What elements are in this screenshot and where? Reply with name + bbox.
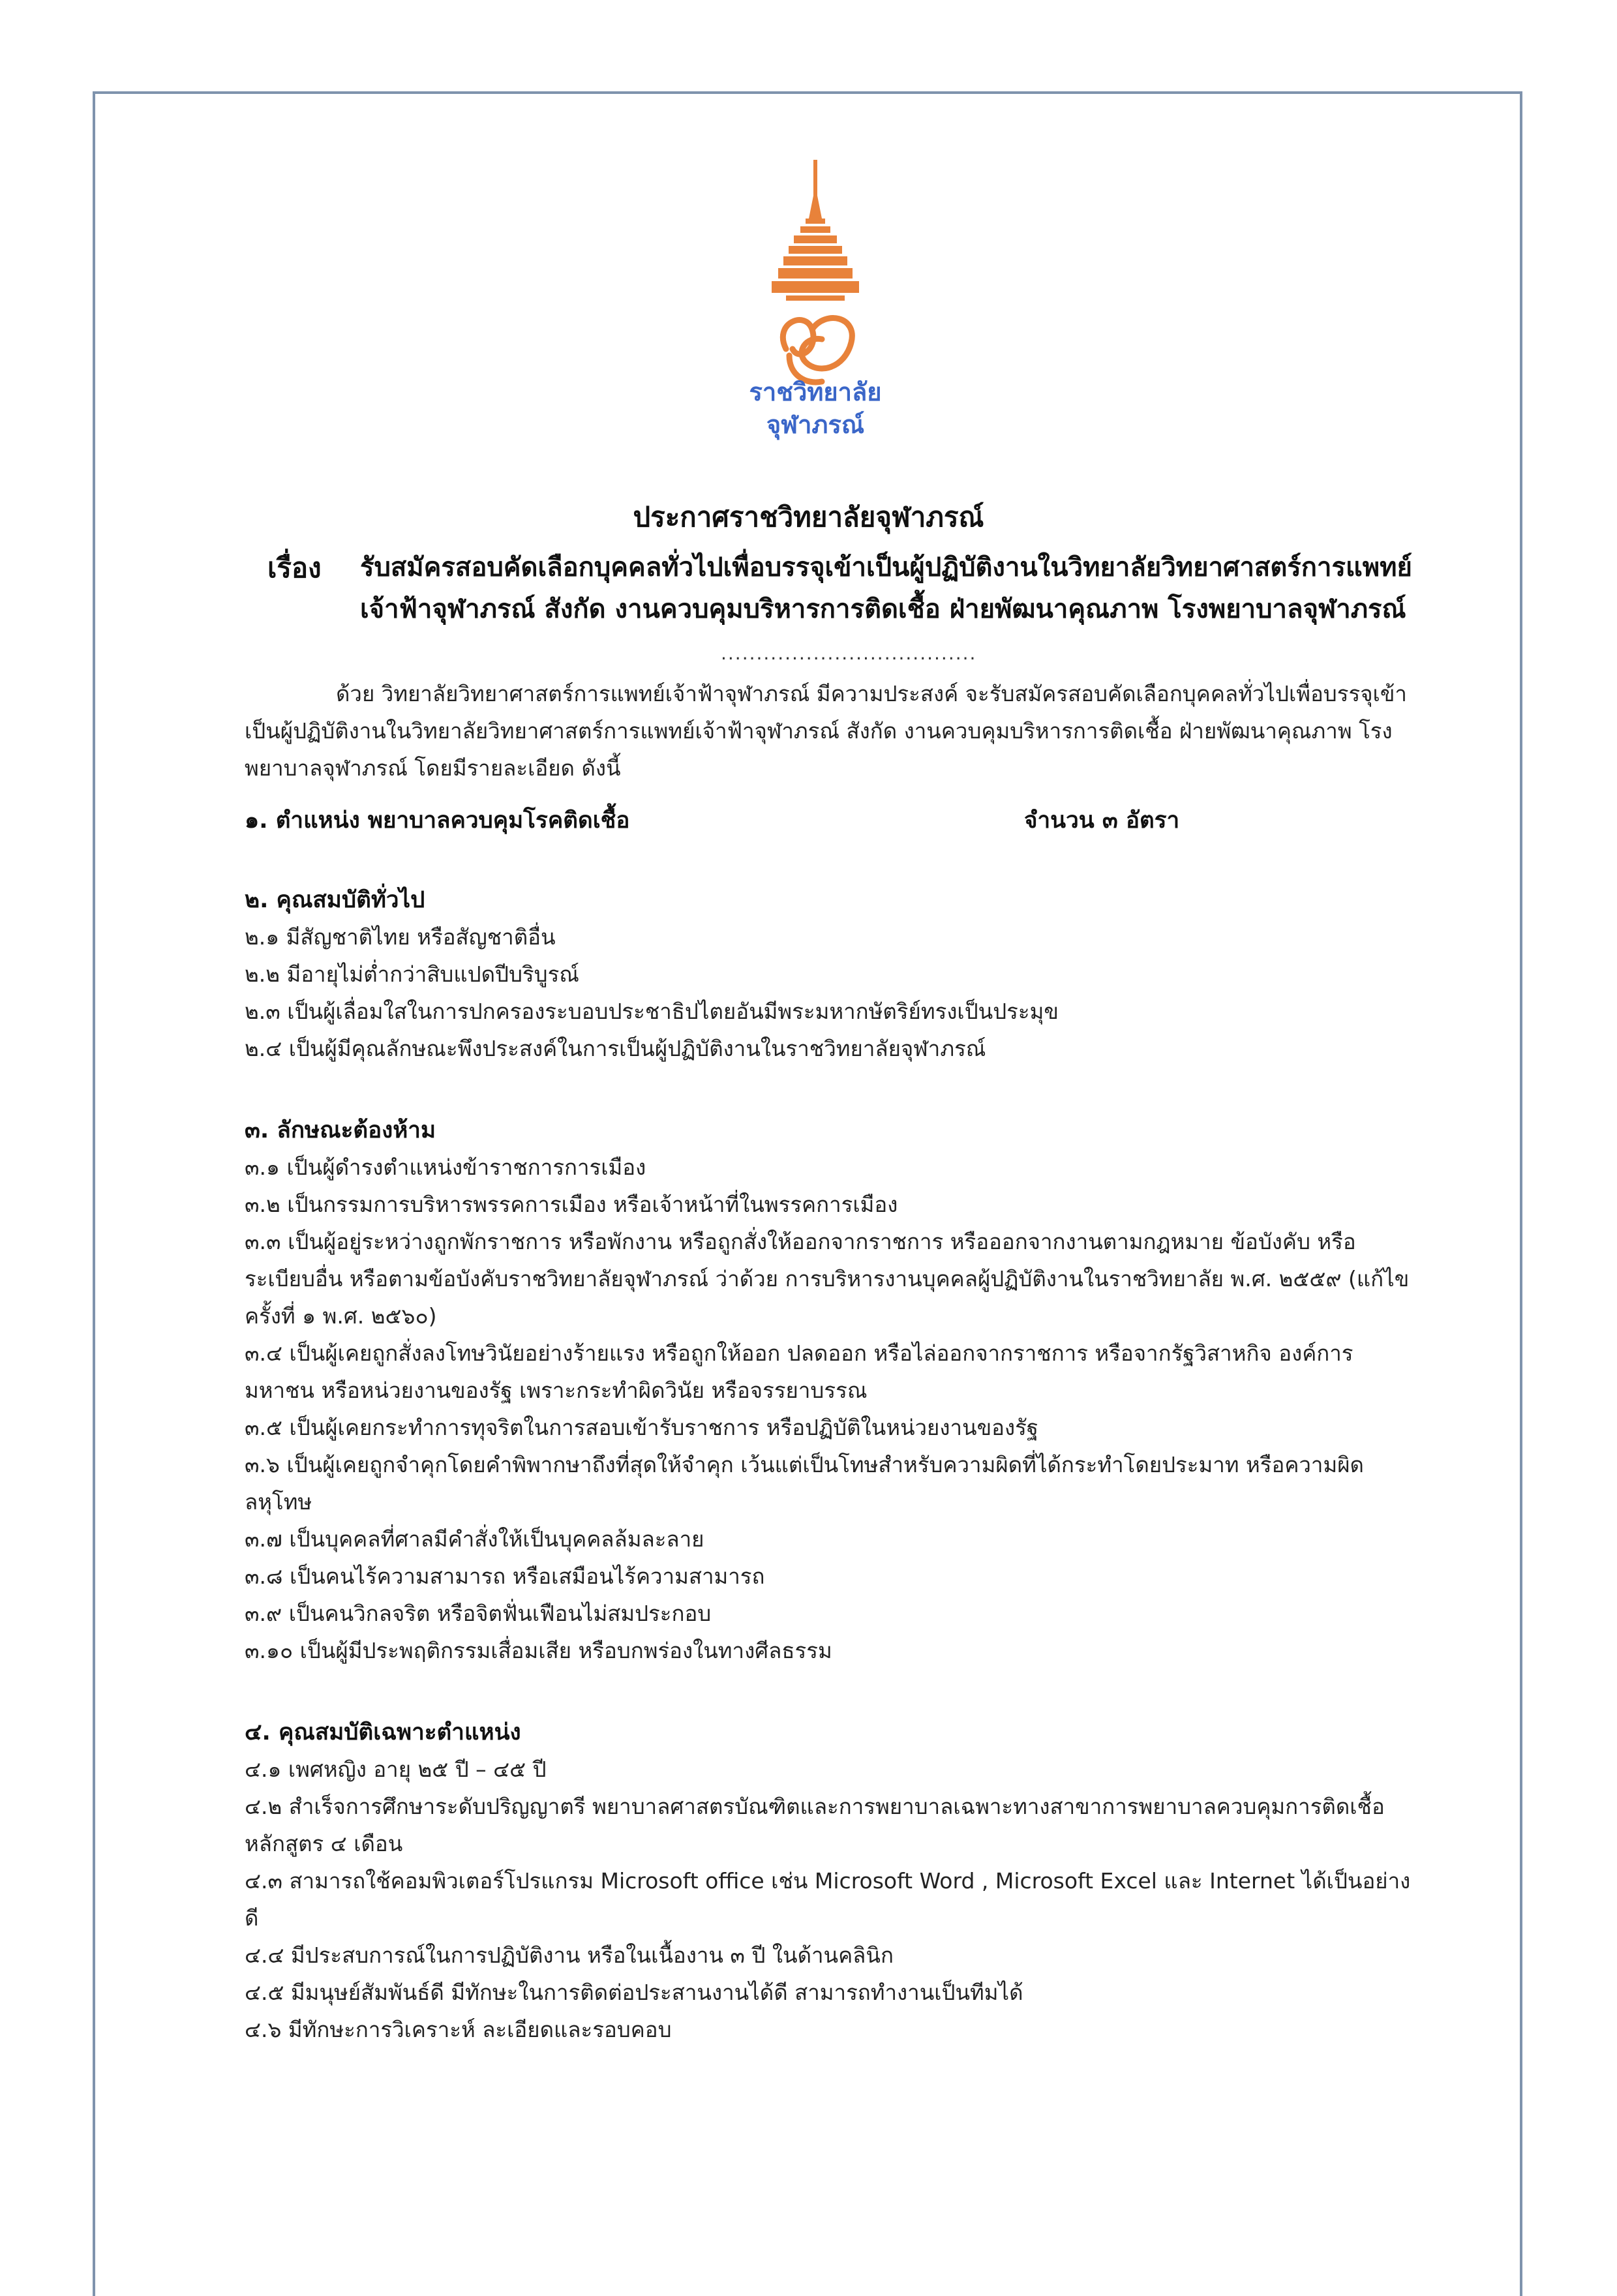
section3-item: ๓.๓ เป็นผู้อยู่ระหว่างถูกพักราชการ หรือพักงาน หรือถูกสั่งให้ออกจากราชการ หรือออกจากงานตามกฎหมาย ข้อบังคับ หรือระเบียบอื่น หรือตามข้อบังคับราชวิทยาลัยจุฬาภรณ์ ว่าด้วย การบริหารงานบุคคลผู้ปฏิบัติงานในราชวิทยาลัย พ.ศ. ๒๕๕๙ (แก้ไขครั้งที่ ๑ พ.ศ. ๒๕๖๐): [245, 1229, 1410, 1329]
section2-item: ๒.๔ เป็นผู้มีคุณลักษณะพึงประสงค์ในการเป็นผู้ปฏิบัติงานในราชวิทยาลัยจุฬาภรณ์: [245, 1036, 986, 1061]
section3-item: ๓.๑ เป็นผู้ดำรงตำแหน่งข้าราชการการเมือง: [245, 1155, 646, 1180]
section3-item: ๓.๕ เป็นผู้เคยกระทำการทุจริตในการสอบเข้ารับราชการ หรือปฏิบัติในหน่วยงานของรัฐ: [245, 1415, 1039, 1440]
section3-item: ๓.๖ เป็นผู้เคยถูกจำคุกโดยคำพิพากษาถึงที่สุดให้จำคุก เว้นแต่เป็นโทษสำหรับความผิดที่ได้กระทำโดยประมาท หรือความผิดลหุโทษ: [245, 1452, 1364, 1515]
section2-heading: ๒. คุณสมบัติทั่วไป: [245, 887, 425, 913]
subject-text: รับสมัครสอบคัดเลือกบุคคลทั่วไปเพื่อบรรจุเข้าเป็นผู้ปฏิบัติงานในวิทยาลัยวิทยาศาสตร์การแพทย์เจ้าฟ้าจุฬาภรณ์ สังกัด งานควบคุมบริหารการติดเชื้อ ฝ่ายพัฒนาคุณภาพ โรงพยาบาลจุฬาภรณ์: [360, 552, 1412, 624]
section2-item: ๒.๒ มีอายุไม่ต่ำกว่าสิบแปดปีบริบูรณ์: [245, 961, 579, 987]
logo-text-line1: ราชวิทยาลัย: [749, 378, 882, 406]
logo-text-line2: จุฬาภรณ์: [766, 410, 865, 439]
position-label: ๑. ตำแหน่ง พยาบาลควบคุมโรคติดเชื้อ: [245, 808, 630, 834]
position-count: จำนวน ๓ อัตรา: [1024, 808, 1180, 834]
section4-heading: ๔. คุณสมบัติเฉพาะตำแหน่ง: [245, 1719, 521, 1745]
section4-item: ๔.๖ มีทักษะการวิเคราะห์ ละเอียดและรอบคอบ: [245, 2017, 672, 2042]
section4-item: ๔.๔ มีประสบการณ์ในการปฏิบัติงาน หรือในเนื้องาน ๓ ปี ในด้านคลินิก: [245, 1942, 894, 1968]
section4-item: ๔.๑ เพศหญิง อายุ ๒๕ ปี – ๔๕ ปี: [245, 1757, 547, 1782]
separator: ....................................: [721, 642, 977, 664]
section3-item: ๓.๑๐ เป็นผู้มีประพฤติกรรมเสื่อมเสีย หรือบกพร่องในทางศีลธรรม: [245, 1638, 832, 1663]
section4-item: ๔.๓ สามารถใช้คอมพิวเตอร์โปรแกรม Microsoft office เช่น Microsoft Word , Microsoft Excel และ Internet ได้เป็นอย่างดี: [245, 1868, 1411, 1931]
section3-heading: ๓. ลักษณะต้องห้าม: [245, 1117, 436, 1143]
section2-item: ๒.๓ เป็นผู้เลื่อมใสในการปกครองระบอบประชาธิปไตยอันมีพระมหากษัตริย์ทรงเป็นประมุข: [245, 999, 1059, 1024]
announcement-title: ประกาศราชวิทยาลัยจุฬาภรณ์: [633, 501, 984, 533]
section3-item: ๓.๔ เป็นผู้เคยถูกสั่งลงโทษวินัยอย่างร้ายแรง หรือถูกให้ออก ปลดออก หรือไล่ออกจากราชการ หรือจากรัฐวิสาหกิจ องค์การมหาชน หรือหน่วยงานของรัฐ เพราะกระทำผิดวินัย หรือจรรยาบรรณ: [245, 1340, 1353, 1403]
section4-item: ๔.๒ สำเร็จการศึกษาระดับปริญญาตรี พยาบาลศาสตรบัณฑิตและการพยาบาลเฉพาะทางสาขาการพยาบาลควบคุมการติดเชื้อหลักสูตร ๔ เดือน: [245, 1794, 1385, 1856]
section4-item: ๔.๕ มีมนุษย์สัมพันธ์ดี มีทักษะในการติดต่อประสานงานได้ดี สามารถทำงานเป็นทีมได้: [245, 1980, 1023, 2005]
section3-item: ๓.๒ เป็นกรรมการบริหารพรรคการเมือง หรือเจ้าหน้าที่ในพรรคการเมือง: [245, 1192, 898, 1217]
section3-item: ๓.๘ เป็นคนไร้ความสามารถ หรือเสมือนไร้ความสามารถ: [245, 1563, 765, 1589]
section3-item: ๓.๗ เป็นบุคคลที่ศาลมีคำสั่งให้เป็นบุคคลล้มละลาย: [245, 1526, 704, 1552]
intro-paragraph: ด้วย วิทยาลัยวิทยาศาสตร์การแพทย์เจ้าฟ้าจุฬาภรณ์ มีความประสงค์ จะรับสมัครสอบคัดเลือกบุคคลทั่วไปเพื่อบรรจุเข้าเป็นผู้ปฏิบัติงานในวิทยาลัยวิทยาศาสตร์การแพทย์เจ้าฟ้าจุฬาภรณ์ สังกัด งานควบคุมบริหารการติดเชื้อ ฝ่ายพัฒนาคุณภาพ โรงพยาบาลจุฬาภรณ์ โดยมีรายละเอียด ดังนี้: [245, 681, 1407, 781]
section3-item: ๓.๙ เป็นคนวิกลจริต หรือจิตฟั่นเฟือนไม่สมประกอบ: [245, 1601, 712, 1626]
subject-label: เรื่อง: [267, 552, 322, 584]
section2-item: ๒.๑ มีสัญชาติไทย หรือสัญชาติอื่น: [245, 924, 556, 950]
